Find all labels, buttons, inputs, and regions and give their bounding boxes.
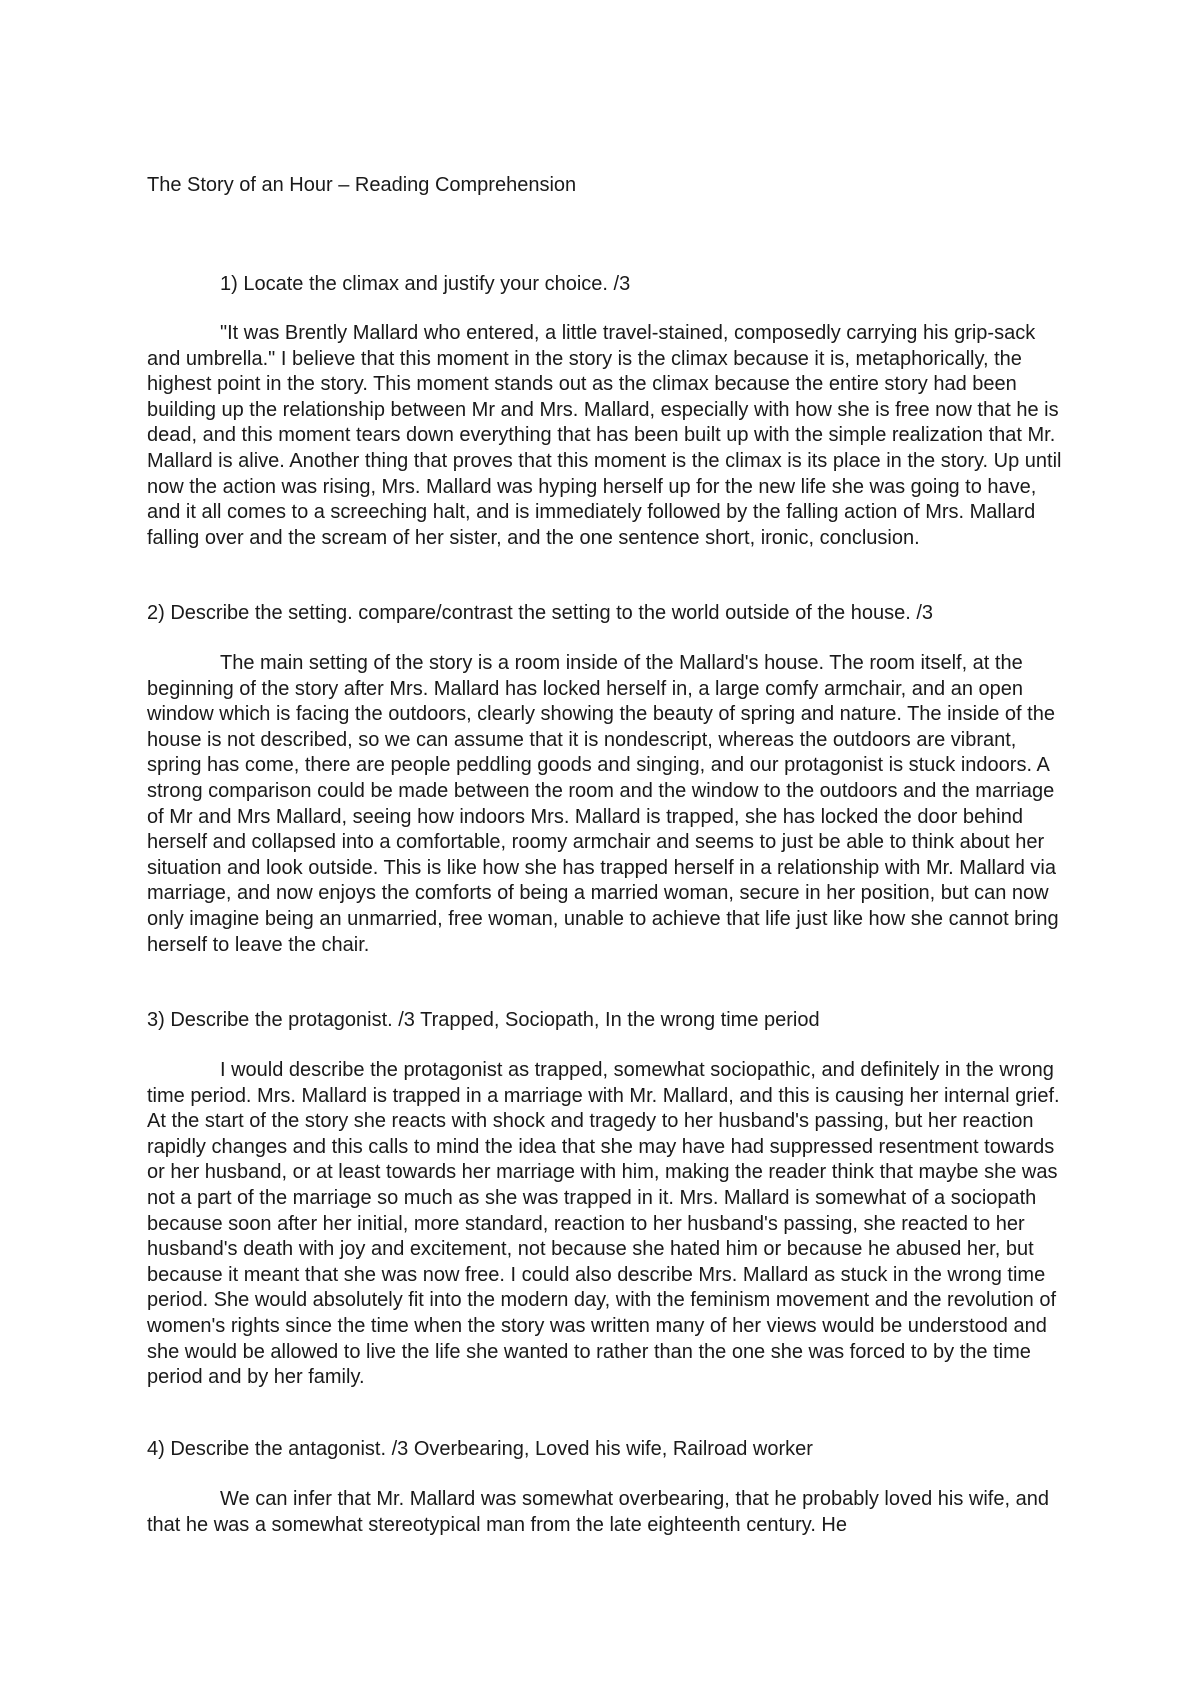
question-3-prompt: 3) Describe the protagonist. /3 Trapped, Sociopath, In the wrong time period [147,1009,820,1031]
question-1-prompt: 1) Locate the climax and justify your choice. /3 [220,273,631,295]
question-4-answer: We can infer that Mr. Mallard was somewhat overbearing, that he probably loved his wife, and that he was a somewhat stereotypical man from the late eighteenth century. He [147,1488,1049,1536]
question-2-answer: The main setting of the story is a room inside of the Mallard's house. The room itself, at the beginning of the story after Mrs. Mallard has locked herself in, a large comfy armchair, and an open window which is facing the outdoors, clearly showing the beauty of spring and nature. The inside of the house is not described, so we can assume that it is nondescript, whereas the outdoors are vibrant, spring has come, there are people peddling goods and singing, and our protagonist is stuck indoors. A strong comparison could be made between the room and the window to the outdoors and the marriage of Mr and Mrs Mallard, seeing how indoors Mrs. Mallard is trapped, she has locked the door behind herself and collapsed into a comfortable, roomy armchair and seems to just be able to think about her situation and look outside. This is like how she has trapped herself in a relationship with Mr. Mallard via marriage, and now enjoys the comforts of being a married woman, secure in her position, but can now only imagine being an unmarried, free woman, unable to achieve that life just like how she cannot bring herself to leave the chair. [147,652,1059,956]
question-4-prompt: 4) Describe the antagonist. /3 Overbearing, Loved his wife, Railroad worker [147,1438,813,1460]
question-3-answer: I would describe the protagonist as trapped, somewhat sociopathic, and definitely in the wrong time period. Mrs. Mallard is trapped in a marriage with Mr. Mallard, and this is causing her internal grief. At the start of the story she reacts with shock and tragedy to her husband's passing, but her reaction rapidly changes and this calls to mind the idea that she may have had suppressed resentment towards or her husband, or at least towards her marriage with him, making the reader think that maybe she was not a part of the marriage so much as she was trapped in it. Mrs. Mallard is somewhat of a sociopath because soon after her initial, more standard, reaction to her husband's passing, she reacted to her husband's death with joy and excitement, not because she hated him or because he abused her, but because it meant that she was now free. I could also describe Mrs. Mallard as stuck in the wrong time period. She would absolutely fit into the modern day, with the feminism movement and the revolution of women's rights since the time when the story was written many of her views would be understood and she would be allowed to live the life she wanted to rather than the one she was forced to by the time period and by her family. [147,1059,1060,1389]
document-title: The Story of an Hour – Reading Comprehension [147,174,577,196]
question-2-prompt: 2) Describe the setting. compare/contrast the setting to the world outside of the house. /3 [147,602,933,624]
question-1-answer: "It was Brently Mallard who entered, a little travel-stained, composedly carrying his grip-sack and umbrella." I believe that this moment in the story is the climax because it is, metaphorically, the highest point in the story. This moment stands out as the climax because the entire story had been building up the relationship between Mr and Mrs. Mallard, especially with how she is free now that he is dead, and this moment tears down everything that has been built up with the simple realization that Mr. Mallard is alive. Another thing that proves that this moment is the climax is its place in the story. Up until now the action was rising, Mrs. Mallard was hyping herself up for the new life she was going to have, and it all comes to a screeching halt, and is immediately followed by the falling action of Mrs. Mallard falling over and the scream of her sister, and the one sentence short, ironic, conclusion. [147,322,1062,549]
